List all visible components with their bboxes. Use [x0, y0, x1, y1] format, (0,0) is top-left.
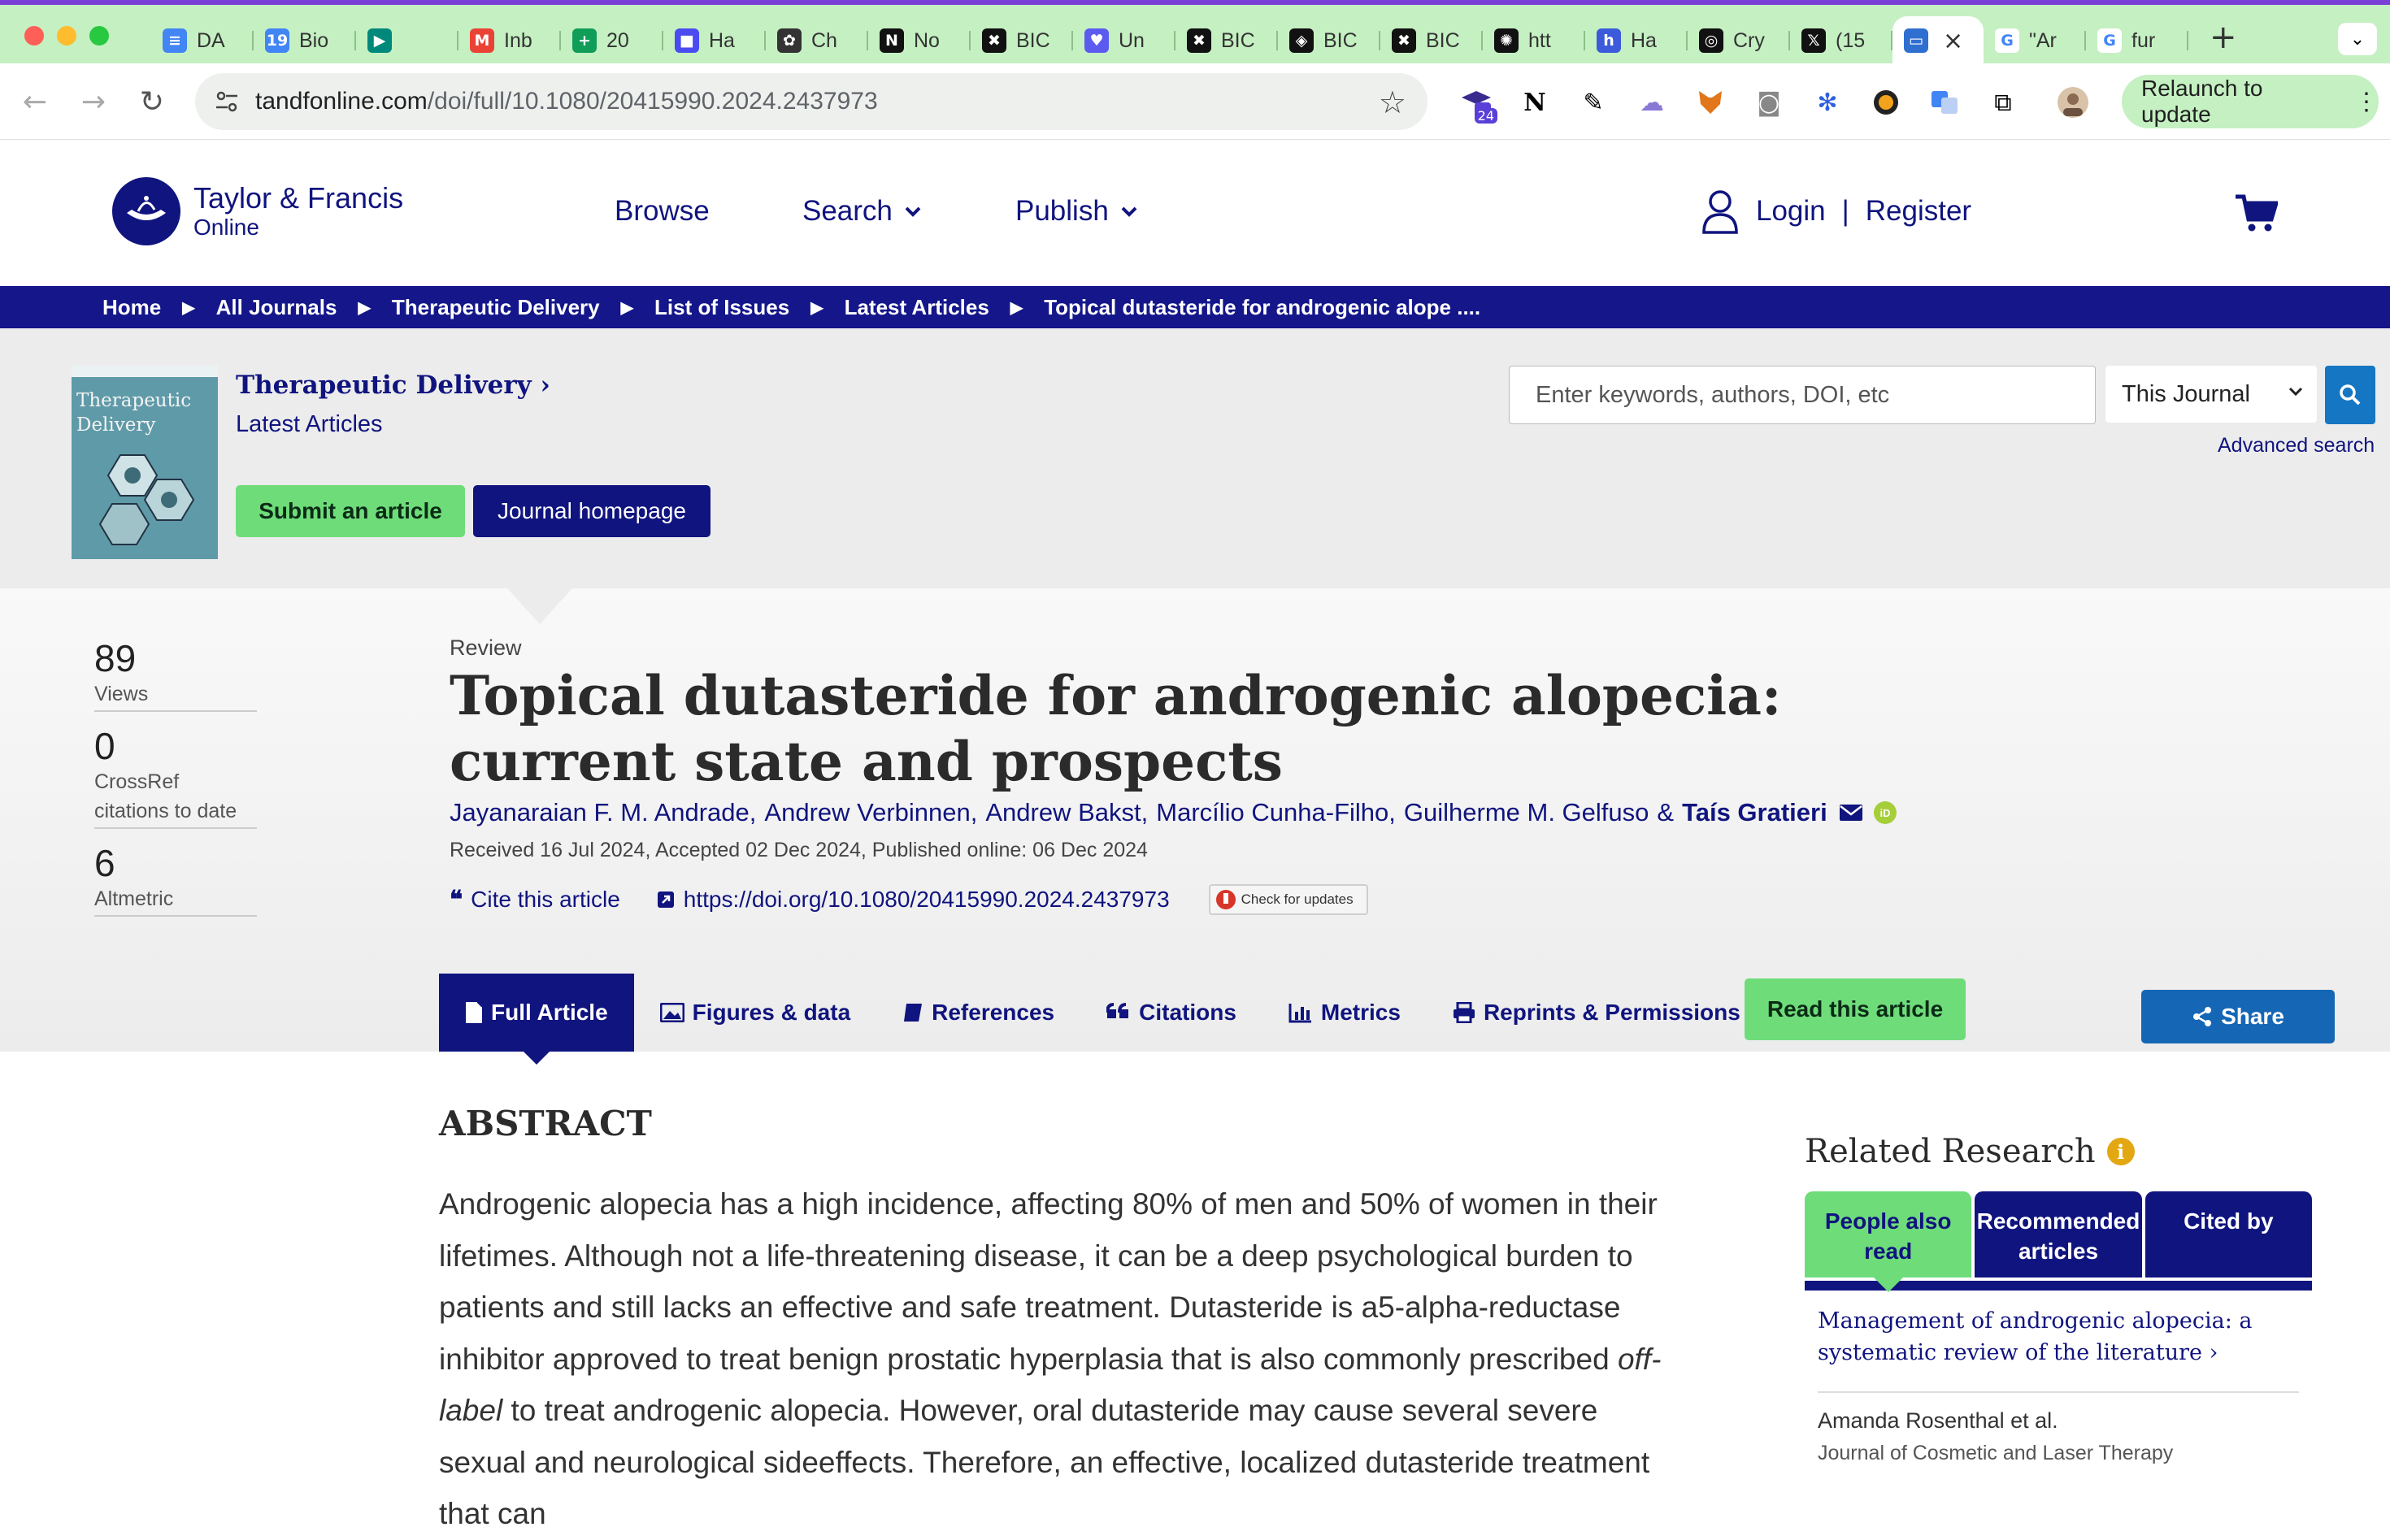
browser-tab[interactable]: [254, 16, 356, 65]
tab-label: Reprints & Permissions: [1483, 1000, 1740, 1025]
google-meet-icon: ▶: [367, 28, 392, 53]
bookmark-star-icon[interactable]: ☆: [1378, 85, 1406, 120]
metric-label: Views: [94, 683, 149, 705]
layers-icon: ◈: [1289, 28, 1314, 53]
browser-tab-strip: [0, 0, 2390, 63]
metamask-fox-icon[interactable]: [1689, 81, 1732, 124]
author-link[interactable]: Andrew Verbinnen: [764, 798, 971, 826]
browser-tab-title: 20: [606, 28, 629, 52]
browser-tab[interactable]: [1688, 16, 1790, 65]
divider: [1818, 1391, 2299, 1393]
search-icon: [2339, 384, 2362, 406]
breadcrumb-item[interactable]: Therapeutic Delivery: [391, 294, 600, 319]
logo-lamp-icon: [112, 177, 180, 245]
browser-tab[interactable]: [1585, 16, 1688, 65]
account-links: [1701, 189, 1971, 234]
notion-icon: N: [880, 28, 904, 53]
image-icon: [660, 1003, 684, 1022]
breadcrumb-separator-icon: ▶: [358, 298, 371, 317]
metric-value: 89: [94, 637, 137, 679]
doi-text: https://doi.org/10.1080/20415990.2024.2437973: [683, 887, 1170, 912]
author-ampersand: &: [1657, 798, 1675, 826]
browser-tab-title: BIC: [1221, 28, 1255, 52]
search-placeholder: Enter keywords, authors, DOI, etc: [1536, 381, 1890, 408]
author-list: [450, 798, 1897, 827]
cloud-extension-icon[interactable]: ☁: [1640, 88, 1664, 117]
submit-article-button[interactable]: Submit an article: [236, 485, 465, 537]
tandfonline-favicon-icon: ▭: [1904, 28, 1928, 53]
site-search-input[interactable]: [1509, 366, 2096, 424]
article-metrics: [94, 637, 257, 930]
author-link[interactable]: Guilherme M. Gelfuso: [1403, 798, 1649, 826]
author-separator: ,: [749, 798, 757, 826]
nav-publish[interactable]: [1015, 195, 1138, 228]
browser-tab-title: (15: [1836, 28, 1866, 52]
browser-tab-title: BIC: [1426, 28, 1460, 52]
back-button[interactable]: ←: [22, 85, 48, 119]
share-label: Share: [2221, 1004, 2284, 1029]
bic-icon: ✖: [1392, 28, 1416, 53]
relaunch-to-update-button[interactable]: [2122, 75, 2379, 128]
tab-citations[interactable]: [1080, 974, 1262, 1052]
close-window-button[interactable]: [24, 26, 44, 46]
chatgpt-icon: ✿: [777, 28, 802, 53]
eyedropper-icon[interactable]: ✎: [1583, 88, 1604, 117]
new-tab-button[interactable]: +: [2210, 19, 2237, 56]
tab-label: Metrics: [1320, 1000, 1401, 1025]
browser-tab-title: htt: [1528, 28, 1551, 52]
related-research-tabs: [1805, 1191, 2312, 1278]
chevron-down-icon: [1120, 206, 1138, 217]
google-icon: G: [1995, 28, 2019, 53]
abstract-heading: ABSTRACT: [439, 1104, 652, 1143]
tab-list: [151, 16, 2188, 65]
browser-tab-active[interactable]: [1892, 16, 1984, 65]
orcid-icon[interactable]: [1863, 800, 1897, 825]
browser-tab[interactable]: [1278, 16, 1380, 65]
browser-tab-title: BIC: [1016, 28, 1050, 52]
cookie-extension-icon[interactable]: [1865, 81, 1907, 124]
info-icon[interactable]: i: [2107, 1138, 2135, 1165]
quote-icon: [1106, 1003, 1131, 1022]
logo-line1: Taylor & Francis: [193, 181, 404, 215]
extensions-puzzle-icon[interactable]: ⧉: [1994, 88, 2012, 117]
tab-label: Citations: [1139, 1000, 1236, 1025]
author-link[interactable]: Jayanaraian F. M. Andrade: [450, 798, 750, 826]
nav-search[interactable]: [802, 195, 922, 228]
metric-block: [94, 842, 257, 917]
journal-homepage-button[interactable]: Journal homepage: [473, 485, 710, 537]
gmail-icon: M: [470, 28, 494, 53]
shopping-cart-icon[interactable]: [2234, 193, 2278, 232]
metric-block: [94, 725, 257, 829]
browser-tab[interactable]: [971, 16, 1073, 65]
nav-browse-label: Browse: [615, 195, 710, 227]
browser-tab[interactable]: [458, 16, 561, 65]
breadcrumb-item: Topical dutasteride for androgenic alope ....: [1044, 294, 1481, 319]
related-tab-recommended-articles[interactable]: Recommended articles: [1975, 1191, 2141, 1278]
journal-title: Therapeutic Delivery: [236, 371, 532, 400]
google-calendar-icon: 19: [265, 28, 289, 53]
browser-tab-title: "Ar: [2029, 28, 2057, 52]
email-icon[interactable]: [1827, 804, 1863, 822]
breadcrumb-separator-icon: ▶: [1010, 298, 1023, 317]
tab-figures-data[interactable]: [634, 974, 876, 1052]
login-register-divider: |: [1841, 195, 1849, 227]
user-icon: [1701, 189, 1740, 234]
journal-cover-image[interactable]: [72, 366, 218, 559]
extensions-area: [1455, 81, 2094, 124]
advanced-search-link[interactable]: Advanced search: [2218, 434, 2375, 457]
book-icon: [902, 1002, 923, 1023]
tab-full-article[interactable]: [439, 974, 634, 1052]
tab-search-button[interactable]: ⌄: [2338, 23, 2377, 55]
browser-tab[interactable]: [1483, 16, 1585, 65]
login-link[interactable]: Login: [1756, 195, 1826, 227]
check-for-updates-button[interactable]: [1209, 884, 1368, 915]
breadcrumb: [0, 286, 2390, 328]
minimize-window-button[interactable]: [57, 26, 76, 46]
register-link[interactable]: Register: [1865, 195, 1972, 227]
doi-link[interactable]: [656, 887, 1170, 913]
h-icon: h: [1597, 28, 1621, 53]
translate-icon[interactable]: [1923, 81, 1966, 124]
header-notch: [507, 588, 572, 624]
kebab-menu-icon[interactable]: ⋮: [2354, 88, 2379, 115]
external-link-icon: [656, 890, 676, 909]
share-icon: [2192, 1006, 2213, 1027]
chevron-right-icon: ›: [540, 371, 550, 400]
latest-articles-link[interactable]: Latest Articles: [236, 411, 383, 437]
author-separator: ,: [1388, 798, 1396, 826]
browser-tab[interactable]: [1984, 16, 2086, 65]
snowflake-icon: ✺: [1494, 28, 1519, 53]
browser-tab[interactable]: [151, 16, 254, 65]
document-icon: [465, 1001, 483, 1024]
browser-tab-title: DA: [197, 28, 225, 52]
metric-label: CrossRef citations to date: [94, 770, 237, 822]
author-link[interactable]: Andrew Bakst: [985, 798, 1141, 826]
article-type: Review: [450, 636, 522, 660]
extension-badge: 24: [1475, 108, 1497, 124]
cite-article-link[interactable]: [450, 886, 620, 914]
breadcrumb-separator-icon: ▶: [620, 298, 634, 317]
browser-toolbar: [0, 63, 2390, 140]
browser-tab-title: Bio: [299, 28, 329, 52]
abstract-part2: to treat androgenic alopecia. However, oral dutasteride may cause several severe sexual and neurological sideeffects. Therefore, an effective, localized dutasteride treatment that can: [439, 1394, 1650, 1530]
breadcrumb-item[interactable]: Home: [102, 294, 162, 319]
share-button[interactable]: [2141, 990, 2335, 1043]
site-header: [0, 140, 2390, 286]
browser-tab-title: BIC: [1323, 28, 1358, 52]
metric-value: 0: [94, 725, 115, 767]
related-article-title: Management of androgenic alopecia: a systematic review of the literature: [1818, 1308, 2253, 1365]
relaunch-label: Relaunch to update: [2141, 76, 2263, 127]
browser-tab-title: Un: [1119, 28, 1145, 52]
metric-value: 6: [94, 842, 115, 884]
cite-label: Cite this article: [471, 887, 620, 912]
asterisk-extension-icon[interactable]: ✻: [1817, 88, 1838, 117]
bar-chart-icon: [1288, 1002, 1313, 1023]
logo-text: [193, 182, 403, 241]
quote-icon: ❝: [450, 886, 463, 913]
tab-label: Full Article: [491, 1000, 608, 1025]
breadcrumb-item[interactable]: Latest Articles: [844, 294, 989, 319]
metric-label: Altmetric: [94, 887, 174, 910]
browser-tab[interactable]: [1790, 16, 1892, 65]
nav-search-label: Search: [802, 195, 893, 227]
browser-tab[interactable]: [868, 16, 971, 65]
close-tab-icon[interactable]: ×: [1943, 26, 1964, 55]
nav-browse[interactable]: [615, 195, 710, 228]
author-separator: ,: [1141, 798, 1149, 826]
google-icon: G: [2097, 28, 2122, 53]
related-tab-cited-by[interactable]: Cited by: [2145, 1191, 2312, 1278]
breadcrumb-item[interactable]: List of Issues: [654, 294, 790, 319]
tab-metrics[interactable]: [1262, 974, 1427, 1052]
notion-extension-icon[interactable]: N: [1523, 88, 1546, 117]
search-submit-button[interactable]: [2325, 366, 2375, 424]
crypto-icon: ◎: [1699, 28, 1723, 53]
related-research-heading: [1805, 1133, 2312, 1170]
related-list: [1805, 1291, 2312, 1469]
browser-tab-title: Cry: [1733, 28, 1765, 52]
search-scope-value: This Journal: [2122, 380, 2250, 407]
browser-tab[interactable]: [2086, 16, 2188, 65]
app-icon: ■: [675, 28, 699, 53]
metric-block: [94, 637, 257, 712]
browser-tab[interactable]: [1175, 16, 1278, 65]
google-sheets-icon: +: [572, 28, 597, 53]
site-info-icon[interactable]: [215, 89, 239, 114]
browser-tab[interactable]: [1380, 16, 1483, 65]
x-icon: 𝕏: [1801, 28, 1826, 53]
browser-tab-title: Ha: [1631, 28, 1657, 52]
journal-header: [0, 328, 2390, 588]
browser-tab[interactable]: [356, 16, 458, 65]
profile-avatar[interactable]: [2052, 81, 2094, 124]
chevron-down-icon: [2286, 382, 2305, 401]
publication-dates: Received 16 Jul 2024, Accepted 02 Dec 2024, Published online: 06 Dec 2024: [450, 839, 1148, 861]
breadcrumb-separator-icon: ▶: [182, 298, 195, 317]
extension-graduation-icon[interactable]: [1455, 81, 1497, 124]
chevron-down-icon: [904, 206, 922, 217]
browser-tab[interactable]: [1073, 16, 1175, 65]
related-article-journal: Journal of Cosmetic and Laser Therapy: [1818, 1442, 2174, 1464]
logo-line2: Online: [193, 215, 259, 240]
zoom-window-button[interactable]: [89, 26, 109, 46]
browser-tab-title: fur: [2131, 28, 2156, 52]
cover-title-text: Therapeutic Delivery: [76, 390, 192, 436]
journal-title-link[interactable]: [236, 371, 550, 400]
browser-tab-title: No: [914, 28, 940, 52]
print-icon: [1453, 1002, 1475, 1023]
chevron-right-icon: ›: [2209, 1340, 2218, 1365]
bic-icon: ✖: [1187, 28, 1211, 53]
browser-tab-title: Inb: [504, 28, 532, 52]
url-text: tandfonline.com/doi/full/10.1080/20415990.2024.2437973: [255, 88, 878, 115]
abstract-italic: off-label: [439, 1342, 1662, 1427]
browser-tab[interactable]: [766, 16, 868, 65]
reload-button[interactable]: ↻: [139, 85, 165, 119]
author-separator: ,: [970, 798, 978, 826]
nav-publish-label: Publish: [1015, 195, 1109, 227]
tab-references[interactable]: [876, 974, 1080, 1052]
related-research-title: Related Research: [1805, 1133, 2096, 1170]
camera-icon[interactable]: ◙: [1757, 88, 1781, 117]
browser-tab[interactable]: [663, 16, 766, 65]
svg-text:iD: iD: [1879, 807, 1891, 819]
tab-reprints-permissions[interactable]: [1427, 974, 1766, 1052]
tab-label: References: [932, 1000, 1055, 1025]
related-article-link[interactable]: [1818, 1305, 2299, 1369]
browser-tab-title: Ch: [811, 28, 837, 52]
corresponding-author-link[interactable]: Taís Gratieri: [1682, 798, 1827, 826]
article-tabs: [439, 970, 1766, 1052]
related-article-authors: Amanda Rosenthal et al.: [1818, 1408, 2058, 1433]
taylor-francis-logo[interactable]: [112, 177, 403, 245]
address-bar[interactable]: [195, 73, 1427, 130]
breadcrumb-separator-icon: ▶: [810, 298, 823, 317]
article-header: [0, 588, 2390, 1052]
related-research-panel: [1805, 1133, 2312, 1469]
breadcrumb-item[interactable]: All Journals: [215, 294, 337, 319]
browser-tab-title: Ha: [709, 28, 735, 52]
abstract-text: [439, 1178, 1691, 1540]
forward-button[interactable]: →: [80, 85, 106, 119]
abstract-part1: Androgenic alopecia has a high incidence, affecting 80% of men and 50% of women in their lifetimes. Although not a life-threatening disease, it can be a deep psychological burden to patients and still lacks an effective and safe treatment. Dutasteride is a5-alpha-reductase inhibitor approved to treat benign prostatic hyperplasia that is also commonly prescribed: [439, 1187, 1658, 1376]
article-links: [450, 884, 1368, 915]
tab-label: Figures & data: [692, 1000, 851, 1025]
heart-icon: ♥: [1084, 28, 1109, 53]
crossmark-icon: [1215, 889, 1236, 910]
read-this-article-button[interactable]: Read this article: [1745, 978, 1966, 1040]
google-docs-icon: ≡: [163, 28, 187, 53]
bic-icon: ✖: [982, 28, 1006, 53]
article-title: Topical dutasteride for androgenic alopecia: current state and prospects: [450, 664, 1782, 793]
related-tab-people-also-read[interactable]: People also read: [1805, 1191, 1971, 1278]
crossmark-label: Check for updates: [1241, 891, 1354, 907]
browser-tab[interactable]: [561, 16, 663, 65]
author-link[interactable]: Marcílio Cunha-Filho: [1156, 798, 1389, 826]
search-scope-select[interactable]: [2105, 366, 2317, 423]
